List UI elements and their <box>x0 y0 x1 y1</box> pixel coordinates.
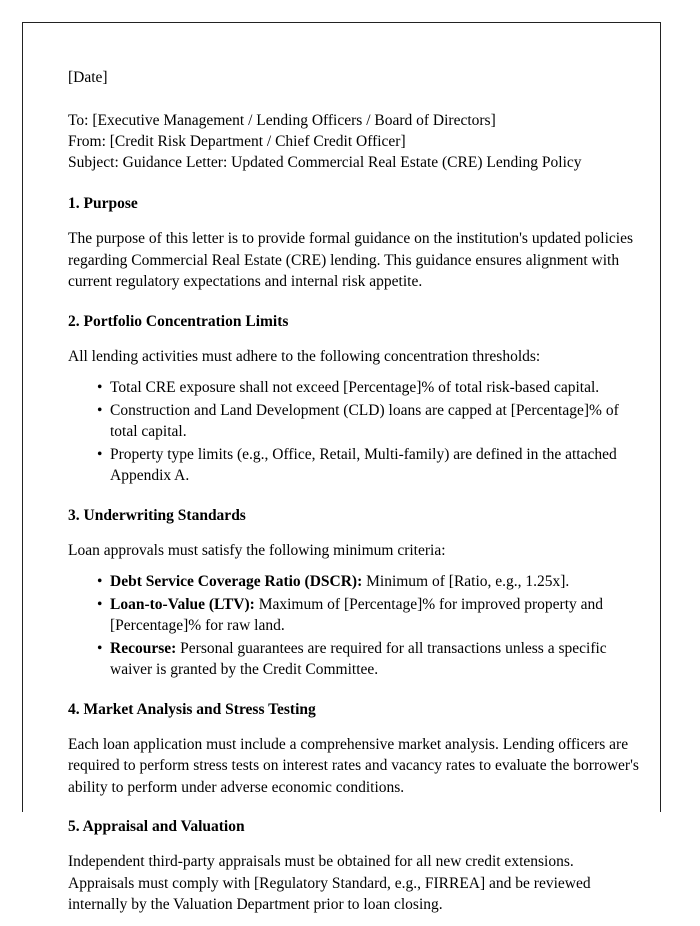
section-paragraph: Independent third-party appraisals must be obtained for all new credit extensions. Appraisals must comply with [Regulatory Standard, e.g., FIRREA] and be reviewed internally by the Valuation Department prior to loan closing. <box>68 853 591 913</box>
section-heading: 1. Purpose <box>68 195 138 212</box>
section-paragraph: Each loan application must include a comprehensive market analysis. Lending officers are required to perform stress tests on interest rates and vacancy rates to evaluate the borrower's ability to perform under adverse economic conditions. <box>68 735 639 796</box>
list-item-text: Total CRE exposure shall not exceed [Percentage]% of total risk-based capital. <box>110 379 600 396</box>
list-item-label: Debt Service Coverage Ratio (DSCR): <box>110 573 363 590</box>
sender-line: From: [Credit Risk Department / Chief Credit Officer] <box>68 133 406 150</box>
list-item <box>68 638 643 681</box>
recipient-line: To: [Executive Management / Lending Officers / Board of Directors] <box>68 112 496 129</box>
section-paragraph: All lending activities must adhere to the following concentration thresholds: <box>68 347 541 365</box>
section-paragraph: The purpose of this letter is to provide formal guidance on the institution's updated policies regarding Commercial Real Estate (CRE) lending. This guidance ensures alignment with current regulatory expectations and internal risk appetite. <box>68 230 633 290</box>
document-header-block <box>68 110 643 173</box>
list-item <box>68 377 643 399</box>
bullet-icon: • <box>97 379 103 396</box>
document-page-frame <box>22 22 661 913</box>
section-heading: 3. Underwriting Standards <box>68 506 246 524</box>
list-item-label: Recourse: <box>110 639 177 657</box>
list-item-text: Property type limits (e.g., Office, Retail, Multi-family) are defined in the attached Appendix A. <box>110 445 617 484</box>
section-appraisal-valuation <box>68 816 643 916</box>
bullet-icon: • <box>97 595 103 613</box>
section-bullet-list <box>68 377 643 487</box>
section-bullet-list <box>68 571 643 681</box>
list-item <box>68 571 643 593</box>
list-item-text: Personal guarantees are required for all transactions unless a specific waiver is granted by the Credit Committee. <box>110 639 607 678</box>
list-item-text: Minimum of [Ratio, e.g., 1.25x]. <box>362 573 570 590</box>
bullet-icon: • <box>97 573 103 590</box>
list-item <box>68 444 643 487</box>
section-heading: 4. Market Analysis and Stress Testing <box>68 700 316 718</box>
section-purpose <box>68 193 643 293</box>
bullet-icon: • <box>97 401 103 419</box>
bullet-icon: • <box>97 445 103 463</box>
document-body <box>68 67 643 926</box>
subject-line: Subject: Guidance Letter: Updated Commercial Real Estate (CRE) Lending Policy <box>68 154 582 171</box>
list-item <box>68 400 643 443</box>
list-item-text: Construction and Land Development (CLD) loans are capped at [Percentage]% of total capital. <box>110 401 619 440</box>
section-portfolio-concentration-limits <box>68 311 643 487</box>
list-item-text: Maximum of [Percentage]% for improved property and [Percentage]% for raw land. <box>110 595 604 634</box>
section-heading: 5. Appraisal and Valuation <box>68 818 245 835</box>
section-underwriting-standards <box>68 505 643 681</box>
section-heading: 2. Portfolio Concentration Limits <box>68 312 289 330</box>
bullet-icon: • <box>97 639 103 657</box>
list-item <box>68 594 643 637</box>
section-market-analysis-stress-testing <box>68 699 643 799</box>
document-date: [Date] <box>68 69 108 86</box>
list-item-label: Loan-to-Value (LTV): <box>110 595 255 613</box>
section-paragraph: Loan approvals must satisfy the following minimum criteria: <box>68 541 446 559</box>
